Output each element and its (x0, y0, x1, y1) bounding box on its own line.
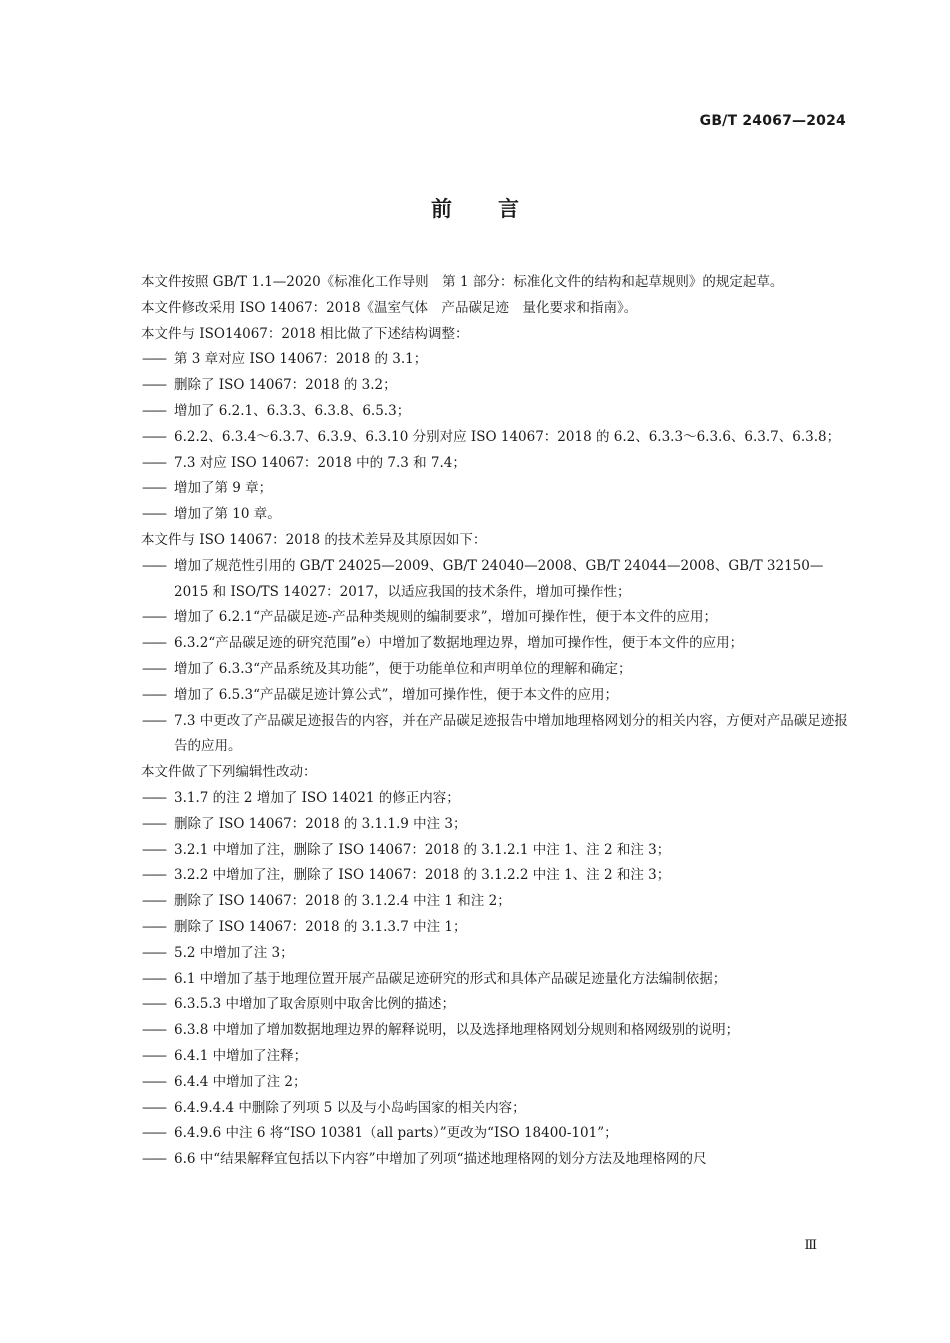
dash-marker: —— (142, 1073, 165, 1090)
list-item-text: 3.2.2 中增加了注，删除了 ISO 14067：2018 的 3.1.2.2 中注 1、注 2 和注 3； (174, 867, 671, 884)
list-item (114, 863, 850, 889)
list-item (114, 1096, 850, 1122)
list-item-text: 6.3.2“产品碳足迹的研究范围”e）中增加了数据地理边界，增加可操作性，便于本文件的应用； (174, 635, 744, 652)
list-item (114, 941, 850, 967)
list-item (114, 476, 850, 502)
list-item (114, 1147, 850, 1173)
dash-marker: —— (142, 686, 165, 703)
title-char-1: 前 (431, 197, 452, 221)
list-item-text: 6.4.9.4.4 中删除了列项 5 以及与小岛屿国家的相关内容； (174, 1099, 526, 1116)
dash-marker: —— (142, 402, 165, 419)
list-item (114, 967, 850, 993)
dash-marker: —— (142, 1099, 165, 1116)
list-item-text: 6.1 中增加了基于地理位置开展产品碳足迹研究的形式和具体产品碳足迹量化方法编制依据； (174, 970, 727, 987)
dash-marker: —— (142, 1022, 165, 1039)
list-item (114, 889, 850, 915)
dash-marker: —— (142, 351, 165, 368)
list-item-text: 6.2.2、6.3.4～6.3.7、6.3.9、6.3.10 分别对应 ISO 14067：2018 的 6.2、6.3.3～6.3.6、6.3.7、6.3.8； (174, 428, 841, 445)
list-item (114, 605, 850, 631)
list-item (114, 631, 850, 657)
dash-marker: —— (142, 789, 165, 806)
dash-marker: —— (142, 557, 165, 574)
list-item-text: 增加了规范性引用的 GB/T 24025—2009、GB/T 24040—2008、GB/T 24044—2008、GB/T 32150—2015 和 ISO/TS 14027：2017，以适应我国的技术条件，增加可操作性； (174, 557, 824, 600)
dash-marker: —— (142, 712, 165, 729)
dash-marker: —— (142, 918, 165, 935)
dash-marker: —— (142, 506, 165, 523)
list-item-text: 6.4.4 中增加了注 2； (174, 1073, 307, 1090)
dash-marker: —— (142, 1151, 165, 1168)
dash-marker: —— (142, 635, 165, 652)
dash-marker: —— (142, 970, 165, 987)
editorial-list (114, 786, 850, 1173)
list-item-text: 删除了 ISO 14067：2018 的 3.1.3.7 中注 1； (174, 918, 467, 935)
dash-marker: —— (142, 893, 165, 910)
standard-code: GB/T 24067—2024 (699, 113, 846, 129)
page-title (0, 193, 950, 223)
list-item-text: 第 3 章对应 ISO 14067：2018 的 3.1； (174, 351, 428, 368)
paragraph-drafting-rules: 本文件按照 GB/T 1.1—2020《标准化工作导则 第 1 部分：标准化文件的结构和起草规则》的规定起草。 (141, 274, 784, 290)
dash-marker: —— (142, 996, 165, 1013)
list-item (114, 992, 850, 1018)
dash-marker: —— (142, 841, 165, 858)
preface-body (114, 270, 850, 1173)
dash-marker: —— (142, 815, 165, 832)
list-item-text: 6.6 中“结果解释宜包括以下内容”中增加了列项“描述地理格网的划分方法及地理格网的尺 (174, 1151, 707, 1168)
dash-marker: —— (142, 1125, 165, 1142)
list-item-text: 6.4.1 中增加了注释； (174, 1047, 308, 1064)
list-item (114, 812, 850, 838)
list-item (114, 657, 850, 683)
list-item (114, 786, 850, 812)
list-item (114, 1018, 850, 1044)
paragraph-technical-intro: 本文件与 ISO 14067：2018 的技术差异及其原因如下： (141, 531, 487, 548)
list-item (114, 709, 850, 761)
list-item (114, 425, 850, 451)
dash-marker: —— (142, 944, 165, 961)
list-item (114, 451, 850, 477)
dash-marker: —— (142, 377, 165, 394)
list-item-text: 增加了 6.2.1、6.3.3、6.3.8、6.5.3； (174, 402, 411, 419)
list-item (114, 1044, 850, 1070)
list-item (114, 399, 850, 425)
paragraph-structural-intro: 本文件与 ISO14067：2018 相比做了下述结构调整： (141, 325, 469, 342)
dash-marker: —— (142, 609, 165, 626)
list-item-text: 6.4.9.6 中注 6 将“ISO 10381（all parts）”更改为“ISO 18400-101”； (174, 1125, 618, 1142)
list-item-text: 增加了第 9 章； (174, 480, 273, 497)
list-item (114, 1070, 850, 1096)
list-item-text: 7.3 中更改了产品碳足迹报告的内容，并在产品碳足迹报告中增加地理格网划分的相关内容，方便对产品碳足迹报告的应用。 (174, 712, 848, 755)
list-item-text: 删除了 ISO 14067：2018 的 3.1.1.9 中注 3； (174, 815, 467, 832)
dash-marker: —— (142, 428, 165, 445)
list-item-text: 增加了 6.3.3“产品系统及其功能”，便于功能单位和声明单位的理解和确定； (174, 660, 632, 677)
list-item-text: 删除了 ISO 14067：2018 的 3.2； (174, 377, 397, 394)
list-item-text: 增加了 6.2.1“产品碳足迹-产品种类规则的编制要求”，增加可操作性，便于本文件的应用； (174, 609, 718, 626)
list-item-text: 3.2.1 中增加了注，删除了 ISO 14067：2018 的 3.1.2.1 中注 1、注 2 和注 3； (174, 841, 671, 858)
paragraph-editorial-intro: 本文件做了下列编辑性改动： (141, 764, 317, 781)
list-item (114, 1121, 850, 1147)
list-item-text: 删除了 ISO 14067：2018 的 3.1.2.4 中注 1 和注 2； (174, 893, 511, 910)
list-item (114, 373, 850, 399)
list-item (114, 683, 850, 709)
list-item-text: 6.3.5.3 中增加了取舍原则中取舍比例的描述； (174, 996, 456, 1013)
list-item (114, 554, 850, 606)
list-item (114, 838, 850, 864)
dash-marker: —— (142, 480, 165, 497)
list-item (114, 915, 850, 941)
structural-list (114, 347, 850, 528)
list-item-text: 5.2 中增加了注 3； (174, 944, 294, 961)
dash-marker: —— (142, 1047, 165, 1064)
dash-marker: —— (142, 454, 165, 471)
page-number: Ⅲ (804, 1238, 817, 1253)
list-item-text: 增加了 6.5.3“产品碳足迹计算公式”，增加可操作性，便于本文件的应用； (174, 686, 618, 703)
list-item-text: 增加了第 10 章。 (174, 506, 281, 523)
paragraph-adoption: 本文件修改采用 ISO 14067：2018《温室气体 产品碳足迹 量化要求和指南》。 (141, 299, 638, 316)
list-item-text: 6.3.8 中增加了增加数据地理边界的解释说明，以及选择地理格网划分规则和格网级别的说明； (174, 1022, 740, 1039)
list-item (114, 347, 850, 373)
list-item-text: 7.3 对应 ISO 14067：2018 中的 7.3 和 7.4； (174, 454, 466, 471)
title-char-2: 言 (498, 197, 519, 221)
dash-marker: —— (142, 660, 165, 677)
list-item-text: 3.1.7 的注 2 增加了 ISO 14021 的修正内容； (174, 789, 460, 806)
list-item (114, 502, 850, 528)
technical-list (114, 554, 850, 760)
dash-marker: —— (142, 867, 165, 884)
